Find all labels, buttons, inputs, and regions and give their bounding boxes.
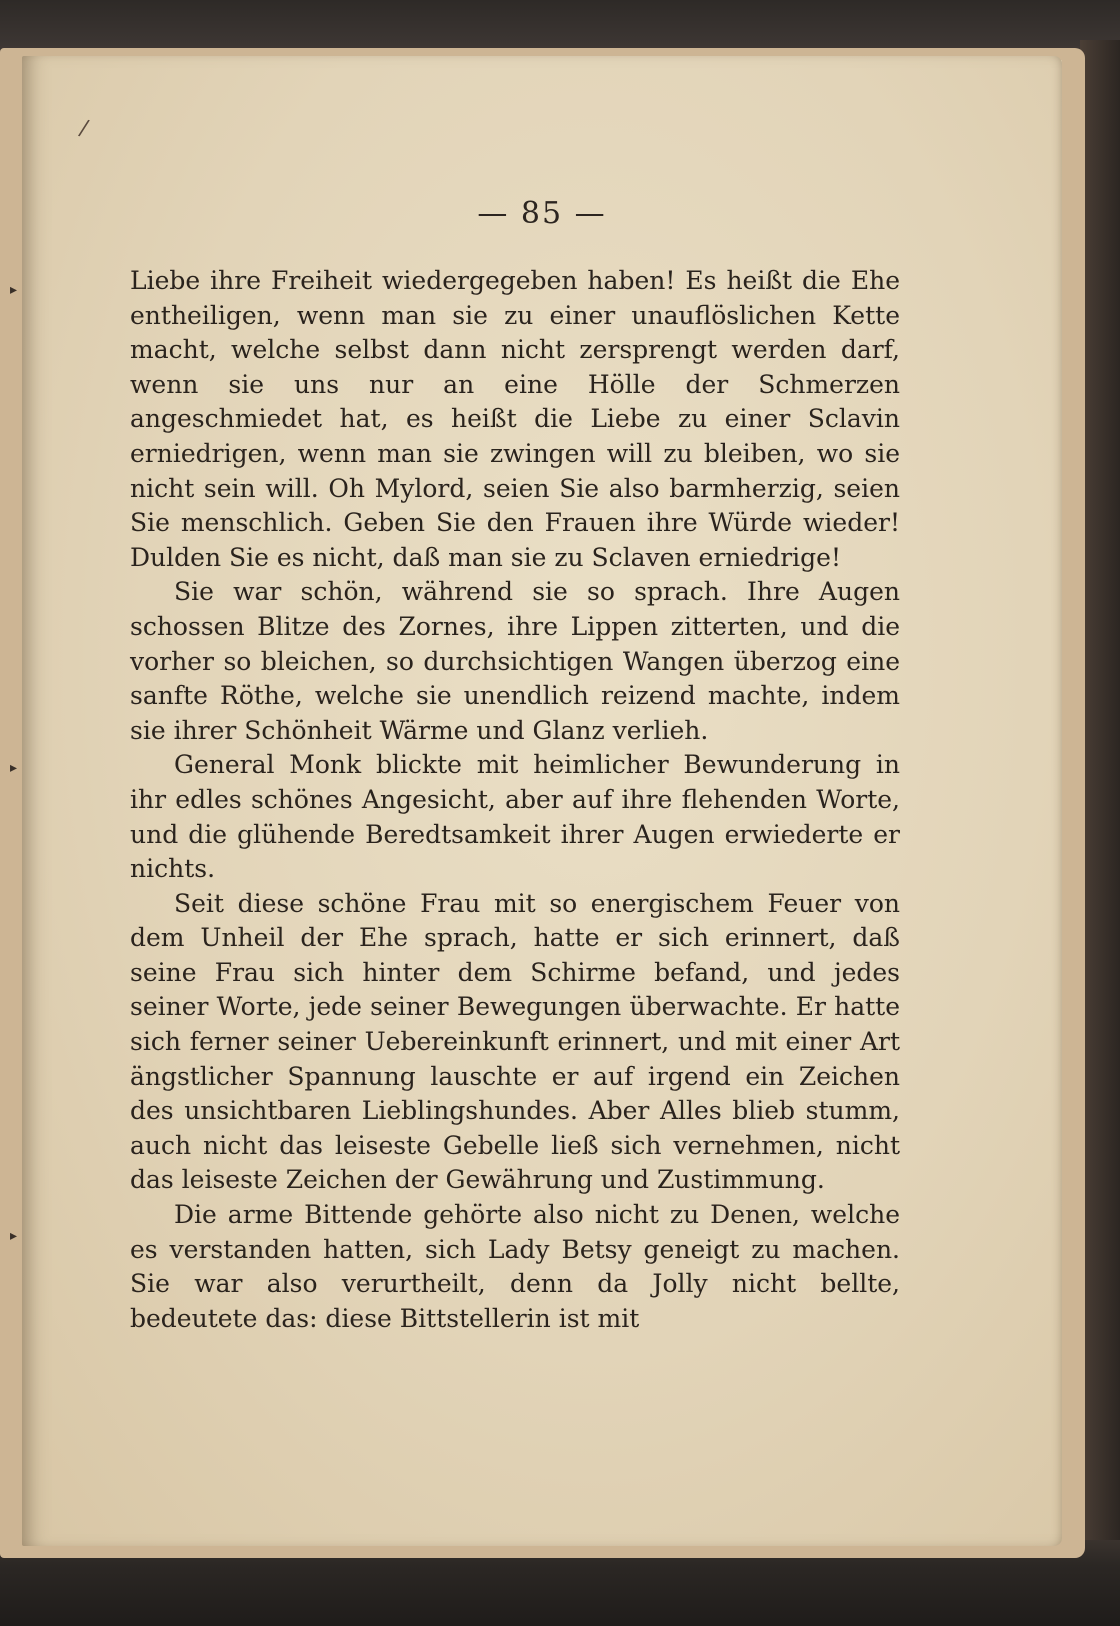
pencil-mark-icon: / (76, 115, 91, 142)
margin-arrow-icon: ▸ (10, 1228, 18, 1244)
page-number: — 85 — (477, 196, 607, 231)
margin-arrow-icon: ▸ (10, 282, 18, 298)
paragraph-3: General Monk blickte mit heimlicher Bewunderung in ihr edles schönes Angesicht, aber auf ihre flehenden Worte, und die glühende Beredtsamkeit ihrer Augen erwiederte er nichts. (130, 750, 900, 884)
paragraph-2: Sie war schön, während sie so sprach. Ihre Augen schossen Blitze des Zornes, ihre Lippen zitterten, und die vorher so bleichen, so durchsichtigen Wangen überzog eine sanfte Röthe, welche sie unendlich reizend machte, indem sie ihrer Schönheit Wärme und Glanz verlieh. (130, 577, 900, 745)
paragraph-1: Liebe ihre Freiheit wiedergegeben haben! Es heißt die Ehe entheiligen, wenn man sie zu einer unauflöslichen Kette macht, welche selbst dann nicht zersprengt werden darf, wenn sie uns nur an eine Hölle der Schmerzen angeschmiedet hat, es heißt die Liebe zu einer Sclavin erniedrigen, wenn man sie zwingen will zu bleiben, wo sie nicht sein will. Oh Mylord, seien Sie also barmherzig, seien Sie menschlich. Geben Sie den Frauen ihre Würde wieder! Dulden Sie es nicht, daß man sie zu Sclaven erniedrige! (130, 266, 900, 572)
book-cover-right (1080, 40, 1120, 1580)
paragraph-5: Die arme Bittende gehörte also nicht zu Denen, welche es verstanden hatten, sich Lady Betsy geneigt zu machen. Sie war also verurtheilt, denn da Jolly nicht bellte, bedeutete das: diese Bittstellerin ist mit (130, 1200, 900, 1333)
body-text (130, 264, 900, 1336)
margin-arrow-icon: ▸ (10, 760, 18, 776)
book-page (22, 56, 1062, 1546)
paragraph-4: Seit diese schöne Frau mit so energischem Feuer von dem Unheil der Ehe sprach, hatte er sich erinnert, daß seine Frau sich hinter dem Schirme befand, und jedes seiner Worte, jede seiner Bewegungen überwachte. Er hatte sich ferner seiner Uebereinkunft erinnert, und mit einer Art ängstlicher Spannung lauschte er auf irgend ein Zeichen des unsichtbaren Lieblingshundes. Aber Alles blieb stumm, auch nicht das leiseste Gebelle ließ sich vernehmen, nicht das leiseste Zeichen der Gewährung und Zustimmung. (130, 888, 900, 1195)
